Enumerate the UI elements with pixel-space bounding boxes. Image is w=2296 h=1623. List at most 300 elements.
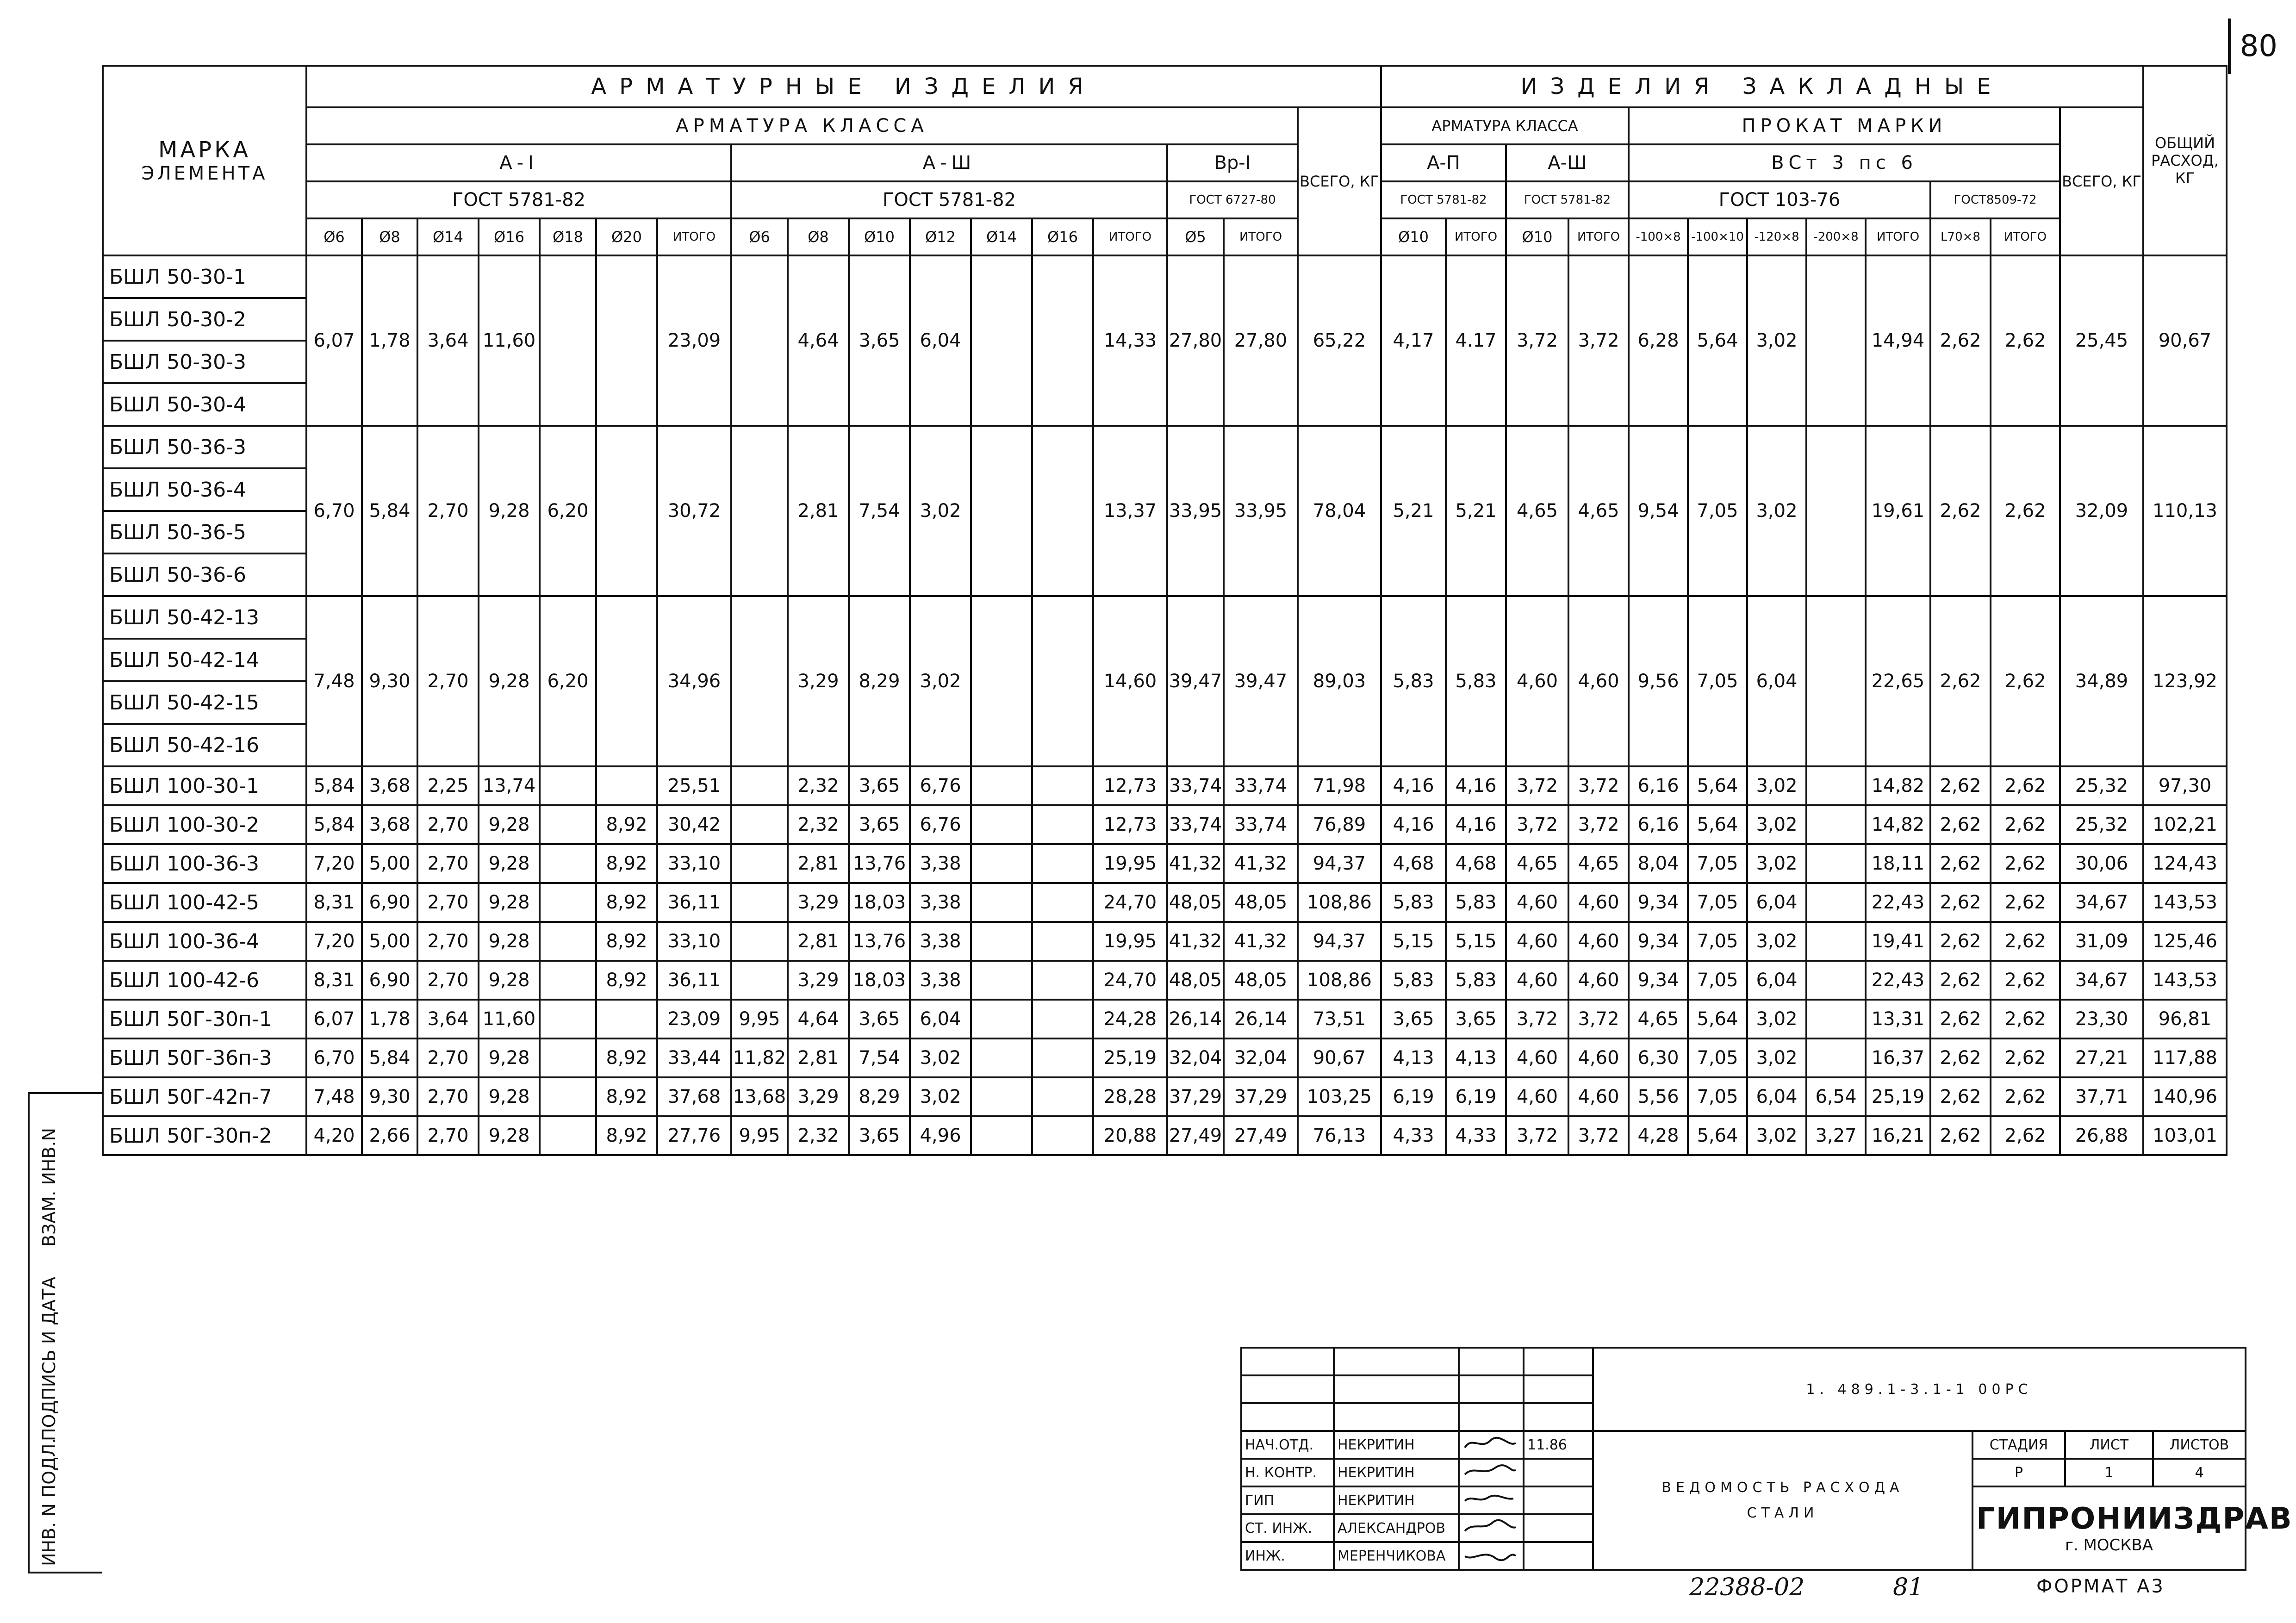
value-cell	[540, 1077, 596, 1116]
column-header: ИТОГО	[1991, 218, 2060, 255]
value-cell: 20,88	[1093, 1116, 1167, 1155]
value-cell: 90,67	[1298, 1038, 1381, 1077]
header-total-consumption: ОБЩИЙ РАСХОД, КГ	[2143, 66, 2227, 255]
value-cell: 3,02	[910, 426, 971, 596]
value-cell: 3,29	[788, 961, 849, 1000]
header-class-a1: А-I	[306, 144, 731, 181]
stamp-role: НАЧ.ОТД.	[1241, 1431, 1334, 1459]
value-cell: 11,60	[479, 255, 540, 426]
value-cell: 18,11	[1866, 844, 1930, 883]
value-cell: 5,64	[1688, 805, 1747, 844]
value-cell: 3,72	[1506, 255, 1568, 426]
value-cell: 5,84	[306, 766, 362, 805]
header-class-vr1: Вр-I	[1167, 144, 1298, 181]
column-header: Ø10	[1506, 218, 1568, 255]
value-cell: 103,01	[2143, 1116, 2227, 1155]
header-gost-a2-embedded: ГОСТ 5781-82	[1381, 181, 1506, 218]
value-cell: 3,72	[1506, 805, 1568, 844]
value-cell: 143,53	[2143, 961, 2227, 1000]
value-cell: 7,20	[306, 922, 362, 961]
value-cell: 3,65	[1381, 1000, 1446, 1038]
header-gost-a3: ГОСТ 5781-82	[731, 181, 1167, 218]
row-mark: БШЛ 50-36-6	[103, 553, 306, 596]
value-cell: 22,65	[1866, 596, 1930, 766]
value-cell: 37,29	[1167, 1077, 1224, 1116]
value-cell	[1806, 805, 1866, 844]
value-cell: 73,51	[1298, 1000, 1381, 1038]
value-cell: 5,00	[362, 844, 417, 883]
value-cell: 24,28	[1093, 1000, 1167, 1038]
value-cell: 33,95	[1167, 426, 1224, 596]
value-cell: 11,82	[731, 1038, 788, 1077]
page-footer-number: 81	[1893, 1573, 1924, 1601]
value-cell	[1032, 766, 1093, 805]
value-cell: 4,60	[1506, 922, 1568, 961]
header-rolled-grade: ПРОКАТ МАРКИ	[1629, 107, 2060, 144]
value-cell	[540, 844, 596, 883]
value-cell: 8,92	[596, 922, 657, 961]
stamp-signature	[1459, 1459, 1524, 1486]
value-cell	[971, 961, 1032, 1000]
value-cell: 13,76	[849, 844, 910, 883]
value-cell: 5,83	[1446, 596, 1506, 766]
header-arm-products: АРМАТУРНЫЕ ИЗДЕЛИЯ	[306, 66, 1381, 107]
steel-consumption-table	[102, 65, 2228, 1156]
side-label-sign-date: ПОДПИСЬ И ДАТА	[39, 1276, 59, 1441]
value-cell	[971, 844, 1032, 883]
value-cell: 2,62	[1991, 805, 2060, 844]
value-cell: 97,30	[2143, 766, 2227, 805]
value-cell: 26,14	[1224, 1000, 1298, 1038]
value-cell: 9,30	[362, 1077, 417, 1116]
column-header: Ø16	[1032, 218, 1093, 255]
column-header: Ø14	[971, 218, 1032, 255]
value-cell	[596, 255, 657, 426]
value-cell: 6,76	[910, 805, 971, 844]
value-cell: 4,13	[1446, 1038, 1506, 1077]
value-cell: 3,68	[362, 805, 417, 844]
value-cell: 2,62	[1991, 1077, 2060, 1116]
value-cell: 103,25	[1298, 1077, 1381, 1116]
value-cell: 9,30	[362, 596, 417, 766]
value-cell: 27,21	[2060, 1038, 2143, 1077]
value-cell: 33,95	[1224, 426, 1298, 596]
value-cell: 37,68	[657, 1077, 731, 1116]
value-cell: 8,29	[849, 596, 910, 766]
row-mark: БШЛ 50Г-42п-7	[103, 1077, 306, 1116]
format-label: ФОРМАТ А3	[2036, 1576, 2165, 1597]
value-cell: 96,81	[2143, 1000, 2227, 1038]
header-arm-class: АРМАТУРА КЛАССА	[306, 107, 1298, 144]
value-cell: 26,14	[1167, 1000, 1224, 1038]
value-cell: 41,32	[1224, 844, 1298, 883]
value-cell: 48,05	[1167, 883, 1224, 922]
value-cell: 7,05	[1688, 883, 1747, 922]
value-cell	[596, 766, 657, 805]
value-cell	[1806, 426, 1866, 596]
value-cell: 6,20	[540, 426, 596, 596]
value-cell: 4,20	[306, 1116, 362, 1155]
value-cell: 124,43	[2143, 844, 2227, 883]
value-cell: 2,70	[417, 883, 479, 922]
column-header: Ø16	[479, 218, 540, 255]
value-cell	[971, 766, 1032, 805]
column-header: ИТОГО	[1568, 218, 1629, 255]
value-cell: 41,32	[1224, 922, 1298, 961]
value-cell: 4,28	[1629, 1116, 1688, 1155]
value-cell: 2,32	[788, 766, 849, 805]
value-cell: 3,02	[1747, 922, 1806, 961]
value-cell: 9,34	[1629, 922, 1688, 961]
value-cell: 7,48	[306, 596, 362, 766]
side-label-inv-no: ИНВ. N ПОДЛ.	[39, 1438, 59, 1566]
value-cell	[731, 922, 788, 961]
column-header: Ø6	[731, 218, 788, 255]
value-cell: 3,72	[1506, 1000, 1568, 1038]
doc-title-line2: СТАЛИ	[1747, 1505, 1819, 1521]
value-cell: 140,96	[2143, 1077, 2227, 1116]
row-mark: БШЛ 50Г-30п-1	[103, 1000, 306, 1038]
value-cell: 3,02	[910, 1038, 971, 1077]
value-cell: 25,32	[2060, 805, 2143, 844]
value-cell: 14,94	[1866, 255, 1930, 426]
row-mark: БШЛ 50-42-16	[103, 724, 306, 766]
org-name: ГИПРОНИИЗДРАВ	[1976, 1502, 2293, 1536]
value-cell: 5,64	[1688, 1000, 1747, 1038]
row-mark: БШЛ 100-36-3	[103, 844, 306, 883]
value-cell	[1032, 844, 1093, 883]
doc-title	[1593, 1431, 1972, 1570]
value-cell: 5,83	[1446, 883, 1506, 922]
value-cell: 4,65	[1568, 426, 1629, 596]
value-cell: 5,00	[362, 922, 417, 961]
value-cell: 9,34	[1629, 961, 1688, 1000]
column-header: Ø5	[1167, 218, 1224, 255]
value-cell: 9,28	[479, 805, 540, 844]
value-cell: 27,49	[1167, 1116, 1224, 1155]
value-cell: 2,62	[1930, 596, 1991, 766]
value-cell: 2,62	[1930, 805, 1991, 844]
value-cell: 3,38	[910, 961, 971, 1000]
value-cell: 3,64	[417, 1000, 479, 1038]
value-cell: 78,04	[1298, 426, 1381, 596]
value-cell: 5,64	[1688, 766, 1747, 805]
value-cell	[731, 844, 788, 883]
stamp-name: НЕКРИТИН	[1334, 1459, 1459, 1486]
value-cell: 39,47	[1224, 596, 1298, 766]
value-cell	[731, 596, 788, 766]
column-header: -100×8	[1629, 218, 1688, 255]
value-cell: 4,33	[1446, 1116, 1506, 1155]
header-total-kg: ВСЕГО, КГ	[1298, 107, 1381, 255]
value-cell: 8,92	[596, 844, 657, 883]
row-mark: БШЛ 100-36-4	[103, 922, 306, 961]
value-cell	[971, 1038, 1032, 1077]
header-gost-a3-embedded: ГОСТ 5781-82	[1506, 181, 1629, 218]
value-cell: 2,62	[1930, 883, 1991, 922]
value-cell: 5,64	[1688, 1116, 1747, 1155]
value-cell: 6,70	[306, 426, 362, 596]
value-cell: 94,37	[1298, 922, 1381, 961]
value-cell: 3,64	[417, 255, 479, 426]
value-cell: 8,92	[596, 1038, 657, 1077]
column-header: ИТОГО	[657, 218, 731, 255]
value-cell: 110,13	[2143, 426, 2227, 596]
title-block	[1240, 1347, 2293, 1571]
column-header: -100×10	[1688, 218, 1747, 255]
value-cell: 6,28	[1629, 255, 1688, 426]
stamp-role: ГИП	[1241, 1486, 1334, 1514]
side-strip	[28, 1092, 102, 1573]
value-cell	[1806, 844, 1866, 883]
value-cell	[1032, 255, 1093, 426]
value-cell: 2,70	[417, 1077, 479, 1116]
value-cell: 34,67	[2060, 961, 2143, 1000]
value-cell: 33,44	[657, 1038, 731, 1077]
value-cell: 4,60	[1506, 596, 1568, 766]
value-cell	[971, 805, 1032, 844]
value-cell: 2,62	[1930, 1038, 1991, 1077]
value-cell: 2,70	[417, 1038, 479, 1077]
value-cell: 2,62	[1991, 1000, 2060, 1038]
sheets-label: ЛИСТОВ	[2153, 1431, 2246, 1459]
value-cell: 3,02	[1747, 766, 1806, 805]
column-header: Ø20	[596, 218, 657, 255]
value-cell: 3,65	[849, 1000, 910, 1038]
value-cell: 4,64	[788, 1000, 849, 1038]
value-cell: 3,72	[1568, 1116, 1629, 1155]
value-cell: 4,60	[1568, 596, 1629, 766]
value-cell	[540, 1038, 596, 1077]
sheet-label: ЛИСТ	[2065, 1431, 2153, 1459]
stage-label: СТАДИЯ	[1972, 1431, 2065, 1459]
value-cell: 1,78	[362, 1000, 417, 1038]
value-cell: 32,04	[1167, 1038, 1224, 1077]
value-cell: 2,62	[1930, 255, 1991, 426]
row-mark: БШЛ 50-36-5	[103, 511, 306, 553]
stamp-name: НЕКРИТИН	[1334, 1486, 1459, 1514]
value-cell: 2,62	[1991, 426, 2060, 596]
value-cell: 2,70	[417, 922, 479, 961]
value-cell: 4,16	[1446, 805, 1506, 844]
value-cell: 7,20	[306, 844, 362, 883]
value-cell	[540, 255, 596, 426]
value-cell: 4,60	[1506, 1038, 1568, 1077]
value-cell	[1806, 961, 1866, 1000]
value-cell: 4,16	[1446, 766, 1506, 805]
value-cell: 13,68	[731, 1077, 788, 1116]
value-cell: 9,28	[479, 961, 540, 1000]
value-cell: 3,02	[1747, 805, 1806, 844]
value-cell: 7,54	[849, 426, 910, 596]
value-cell	[731, 766, 788, 805]
value-cell: 9,28	[479, 1077, 540, 1116]
value-cell: 4,60	[1568, 883, 1629, 922]
value-cell: 7,05	[1688, 844, 1747, 883]
value-cell	[1032, 426, 1093, 596]
value-cell: 2,62	[1991, 766, 2060, 805]
value-cell: 3,65	[849, 255, 910, 426]
value-cell: 33,74	[1224, 805, 1298, 844]
value-cell: 37,29	[1224, 1077, 1298, 1116]
header-gost-a1: ГОСТ 5781-82	[306, 181, 731, 218]
value-cell	[540, 1000, 596, 1038]
value-cell: 4.17	[1446, 255, 1506, 426]
value-cell: 3,65	[849, 805, 910, 844]
header-mark-line2: ЭЛЕМЕНТА	[141, 163, 268, 184]
value-cell: 8,92	[596, 883, 657, 922]
value-cell	[1806, 922, 1866, 961]
value-cell: 2,70	[417, 844, 479, 883]
column-header: Ø10	[849, 218, 910, 255]
value-cell: 3,02	[1747, 1000, 1806, 1038]
value-cell: 13,74	[479, 766, 540, 805]
value-cell: 33,10	[657, 844, 731, 883]
stamp-signature	[1459, 1431, 1524, 1459]
value-cell: 6,19	[1446, 1077, 1506, 1116]
value-cell: 34,67	[2060, 883, 2143, 922]
value-cell: 65,22	[1298, 255, 1381, 426]
row-mark: БШЛ 50-42-13	[103, 596, 306, 639]
row-mark: БШЛ 50Г-36п-3	[103, 1038, 306, 1077]
value-cell: 3,72	[1568, 805, 1629, 844]
value-cell	[731, 883, 788, 922]
value-cell: 123,92	[2143, 596, 2227, 766]
value-cell: 25,51	[657, 766, 731, 805]
value-cell: 3,29	[788, 1077, 849, 1116]
value-cell: 5,21	[1446, 426, 1506, 596]
value-cell: 6,16	[1629, 766, 1688, 805]
value-cell: 8,92	[596, 805, 657, 844]
value-cell: 19,41	[1866, 922, 1930, 961]
value-cell: 4,60	[1506, 883, 1568, 922]
value-cell: 2,70	[417, 961, 479, 1000]
value-cell: 7,05	[1688, 1038, 1747, 1077]
value-cell: 32,04	[1224, 1038, 1298, 1077]
value-cell: 23,09	[657, 1000, 731, 1038]
value-cell: 27,80	[1167, 255, 1224, 426]
row-mark: БШЛ 50-36-3	[103, 426, 306, 468]
value-cell: 48,05	[1224, 883, 1298, 922]
value-cell: 6,30	[1629, 1038, 1688, 1077]
value-cell	[731, 255, 788, 426]
value-cell: 18,03	[849, 961, 910, 1000]
value-cell: 9,34	[1629, 883, 1688, 922]
stamp-role: ИНЖ.	[1241, 1542, 1334, 1570]
value-cell: 7,05	[1688, 961, 1747, 1000]
value-cell: 7,05	[1688, 426, 1747, 596]
value-cell	[971, 255, 1032, 426]
value-cell: 41,32	[1167, 922, 1224, 961]
value-cell: 32,09	[2060, 426, 2143, 596]
stamp-signature	[1459, 1542, 1524, 1570]
value-cell	[731, 961, 788, 1000]
value-cell: 25,19	[1093, 1038, 1167, 1077]
value-cell: 9,95	[731, 1116, 788, 1155]
value-cell: 2,66	[362, 1116, 417, 1155]
value-cell: 14,33	[1093, 255, 1167, 426]
doc-code: 1. 489.1-3.1-1 00РС	[1593, 1348, 2246, 1431]
column-header: Ø6	[306, 218, 362, 255]
value-cell	[1032, 1116, 1093, 1155]
value-cell: 3,72	[1506, 766, 1568, 805]
value-cell: 33,74	[1167, 805, 1224, 844]
value-cell: 8,04	[1629, 844, 1688, 883]
value-cell: 8,92	[596, 961, 657, 1000]
value-cell: 8,92	[596, 1116, 657, 1155]
row-mark: БШЛ 50-30-3	[103, 341, 306, 383]
value-cell: 9,28	[479, 426, 540, 596]
sheet-value: 1	[2065, 1459, 2153, 1486]
value-cell: 6,70	[306, 1038, 362, 1077]
value-cell	[540, 1116, 596, 1155]
value-cell: 108,86	[1298, 883, 1381, 922]
value-cell: 6,19	[1381, 1077, 1446, 1116]
value-cell: 33,10	[657, 922, 731, 961]
value-cell: 3,02	[910, 1077, 971, 1116]
value-cell	[1032, 1077, 1093, 1116]
value-cell: 25,19	[1866, 1077, 1930, 1116]
value-cell	[1806, 255, 1866, 426]
row-mark: БШЛ 100-42-5	[103, 883, 306, 922]
value-cell: 125,46	[2143, 922, 2227, 961]
value-cell: 6,04	[910, 1000, 971, 1038]
value-cell	[731, 805, 788, 844]
value-cell: 2,62	[1930, 426, 1991, 596]
value-cell: 12,73	[1093, 805, 1167, 844]
value-cell: 2,62	[1930, 1000, 1991, 1038]
value-cell: 3,72	[1568, 766, 1629, 805]
archive-number: 22388-02	[1689, 1573, 1805, 1601]
value-cell: 4,60	[1506, 1077, 1568, 1116]
value-cell: 12,73	[1093, 766, 1167, 805]
value-cell	[1806, 596, 1866, 766]
row-mark: БШЛ 50Г-30п-2	[103, 1116, 306, 1155]
value-cell: 6,90	[362, 961, 417, 1000]
value-cell: 117,88	[2143, 1038, 2227, 1077]
header-class-a2-embedded: А-П	[1381, 144, 1506, 181]
value-cell: 2,62	[1991, 844, 2060, 883]
header-embedded-products: ИЗДЕЛИЯ ЗАКЛАДНЫЕ	[1381, 66, 2143, 107]
value-cell: 90,67	[2143, 255, 2227, 426]
value-cell: 3,65	[849, 1116, 910, 1155]
value-cell	[1032, 922, 1093, 961]
column-header: ИТОГО	[1446, 218, 1506, 255]
sheets-value: 4	[2153, 1459, 2246, 1486]
value-cell: 9,28	[479, 922, 540, 961]
value-cell: 76,13	[1298, 1116, 1381, 1155]
value-cell	[971, 596, 1032, 766]
value-cell: 9,54	[1629, 426, 1688, 596]
value-cell: 25,45	[2060, 255, 2143, 426]
value-cell: 4,16	[1381, 805, 1446, 844]
value-cell: 2,62	[1930, 1116, 1991, 1155]
header-mark	[103, 66, 306, 255]
value-cell: 2,70	[417, 426, 479, 596]
value-cell: 2,62	[1930, 766, 1991, 805]
column-header: -200×8	[1806, 218, 1866, 255]
value-cell: 2,62	[1991, 1038, 2060, 1077]
value-cell: 7,05	[1688, 1077, 1747, 1116]
value-cell: 30,06	[2060, 844, 2143, 883]
value-cell: 71,98	[1298, 766, 1381, 805]
value-cell: 11,60	[479, 1000, 540, 1038]
value-cell	[540, 883, 596, 922]
value-cell	[971, 922, 1032, 961]
value-cell: 2,62	[1991, 1116, 2060, 1155]
value-cell: 19,61	[1866, 426, 1930, 596]
value-cell: 3,02	[1747, 255, 1806, 426]
